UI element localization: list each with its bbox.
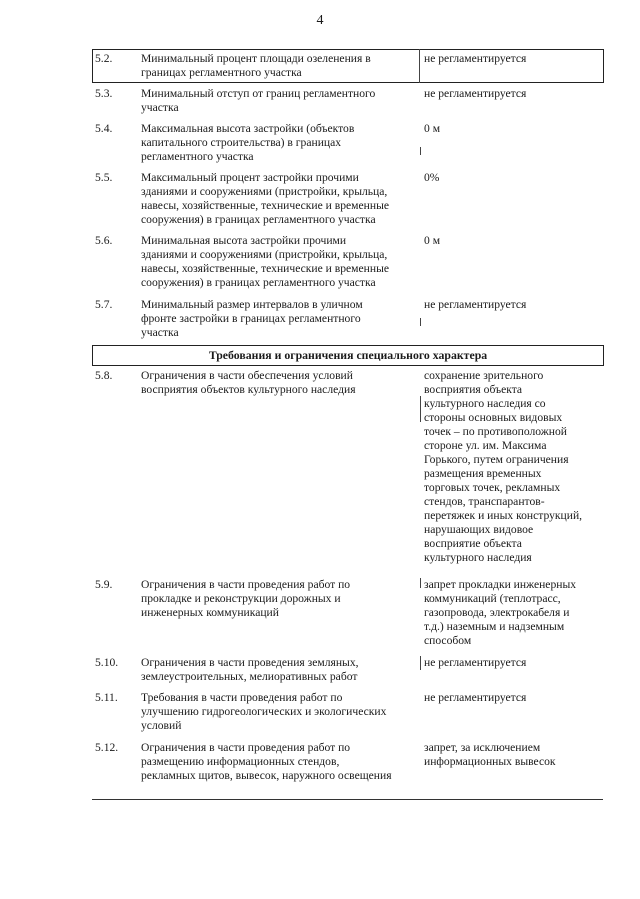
row-value: запрет прокладки инженерных коммуникаций (теплотрасс, газопровода, электрокабеля и т.д.) наземным и надземным способом [424,578,577,647]
scan-mark [420,578,421,588]
row-description: Максимальный процент застройки прочими зданиями и сооружениями (пристройки, крыльца, навесы, хозяйственные, технические и временные сооружения) в границах регламентного участка [141,171,390,226]
row-number: 5.2. [95,52,113,65]
row-description: Минимальная высота застройки прочими зданиями и сооружениями (пристройки, крыльца, навесы, хозяйственные, технические и временные сооружения) в границах регламентного участка [141,234,390,289]
row-value: 0 м [424,122,441,135]
row-number: 5.7. [95,298,113,311]
row-number: 5.12. [95,741,119,754]
table-bottom-rule [92,799,603,800]
row-description: Максимальная высота застройки (объектов капитального строительства) в границах регламентного участка [141,122,355,163]
row-value: не регламентируется [424,87,527,100]
scan-mark [420,147,421,155]
row-value: запрет, за исключением информационных вывесок [424,741,556,768]
scan-mark [420,656,421,670]
row-description: Ограничения в части проведения работ по прокладке и реконструкции дорожных и инженерных коммуникаций [141,578,351,619]
row-number: 5.9. [95,578,113,591]
row-value: не регламентируется [424,52,527,65]
row-description: Минимальный размер интервалов в уличном фронте застройки в границах регламентного участка [141,298,363,339]
row-number: 5.10. [95,656,119,669]
row-description: Ограничения в части проведения работ по размещению информационных стендов, рекламных щитов, вывесок, наружного освещения [141,741,392,782]
row-value: сохранение зрительного восприятия объекта культурного наследия со стороны основных видовых точек – по противоположной стороне ул. им. Максима Горького, путем ограничения размещения временных торговых точек, рекламных стендов, транспарантов- перетяжек и иных конструкций, нарушающих видовое восприятие объекта культурного наследия [424,369,583,564]
row-value: не регламентируется [424,298,527,311]
row-description: Ограничения в части проведения земляных, землеустроительных, мелиоративных работ [141,656,359,683]
scan-mark [420,318,421,326]
row-description: Минимальный процент площади озеленения в границах регламентного участка [141,52,371,79]
column-divider [419,49,420,83]
scan-mark [420,396,421,422]
row-number: 5.5. [95,171,113,184]
row-value: не регламентируется [424,691,527,704]
row-value: 0% [424,171,440,184]
row-description: Ограничения в части обеспечения условий восприятия объектов культурного наследия [141,369,356,396]
section-heading: Требования и ограничения специального характера [92,345,604,366]
page-number: 4 [316,13,324,28]
row-description: Минимальный отступ от границ регламентного участка [141,87,376,114]
row-number: 5.4. [95,122,113,135]
row-value: не регламентируется [424,656,527,669]
row-number: 5.11. [95,691,118,704]
row-number: 5.6. [95,234,113,247]
row-number: 5.3. [95,87,113,100]
row-description: Требования в части проведения работ по улучшению гидрогеологических и экологических условий [141,691,387,732]
row-number: 5.8. [95,369,113,382]
row-value: 0 м [424,234,441,247]
